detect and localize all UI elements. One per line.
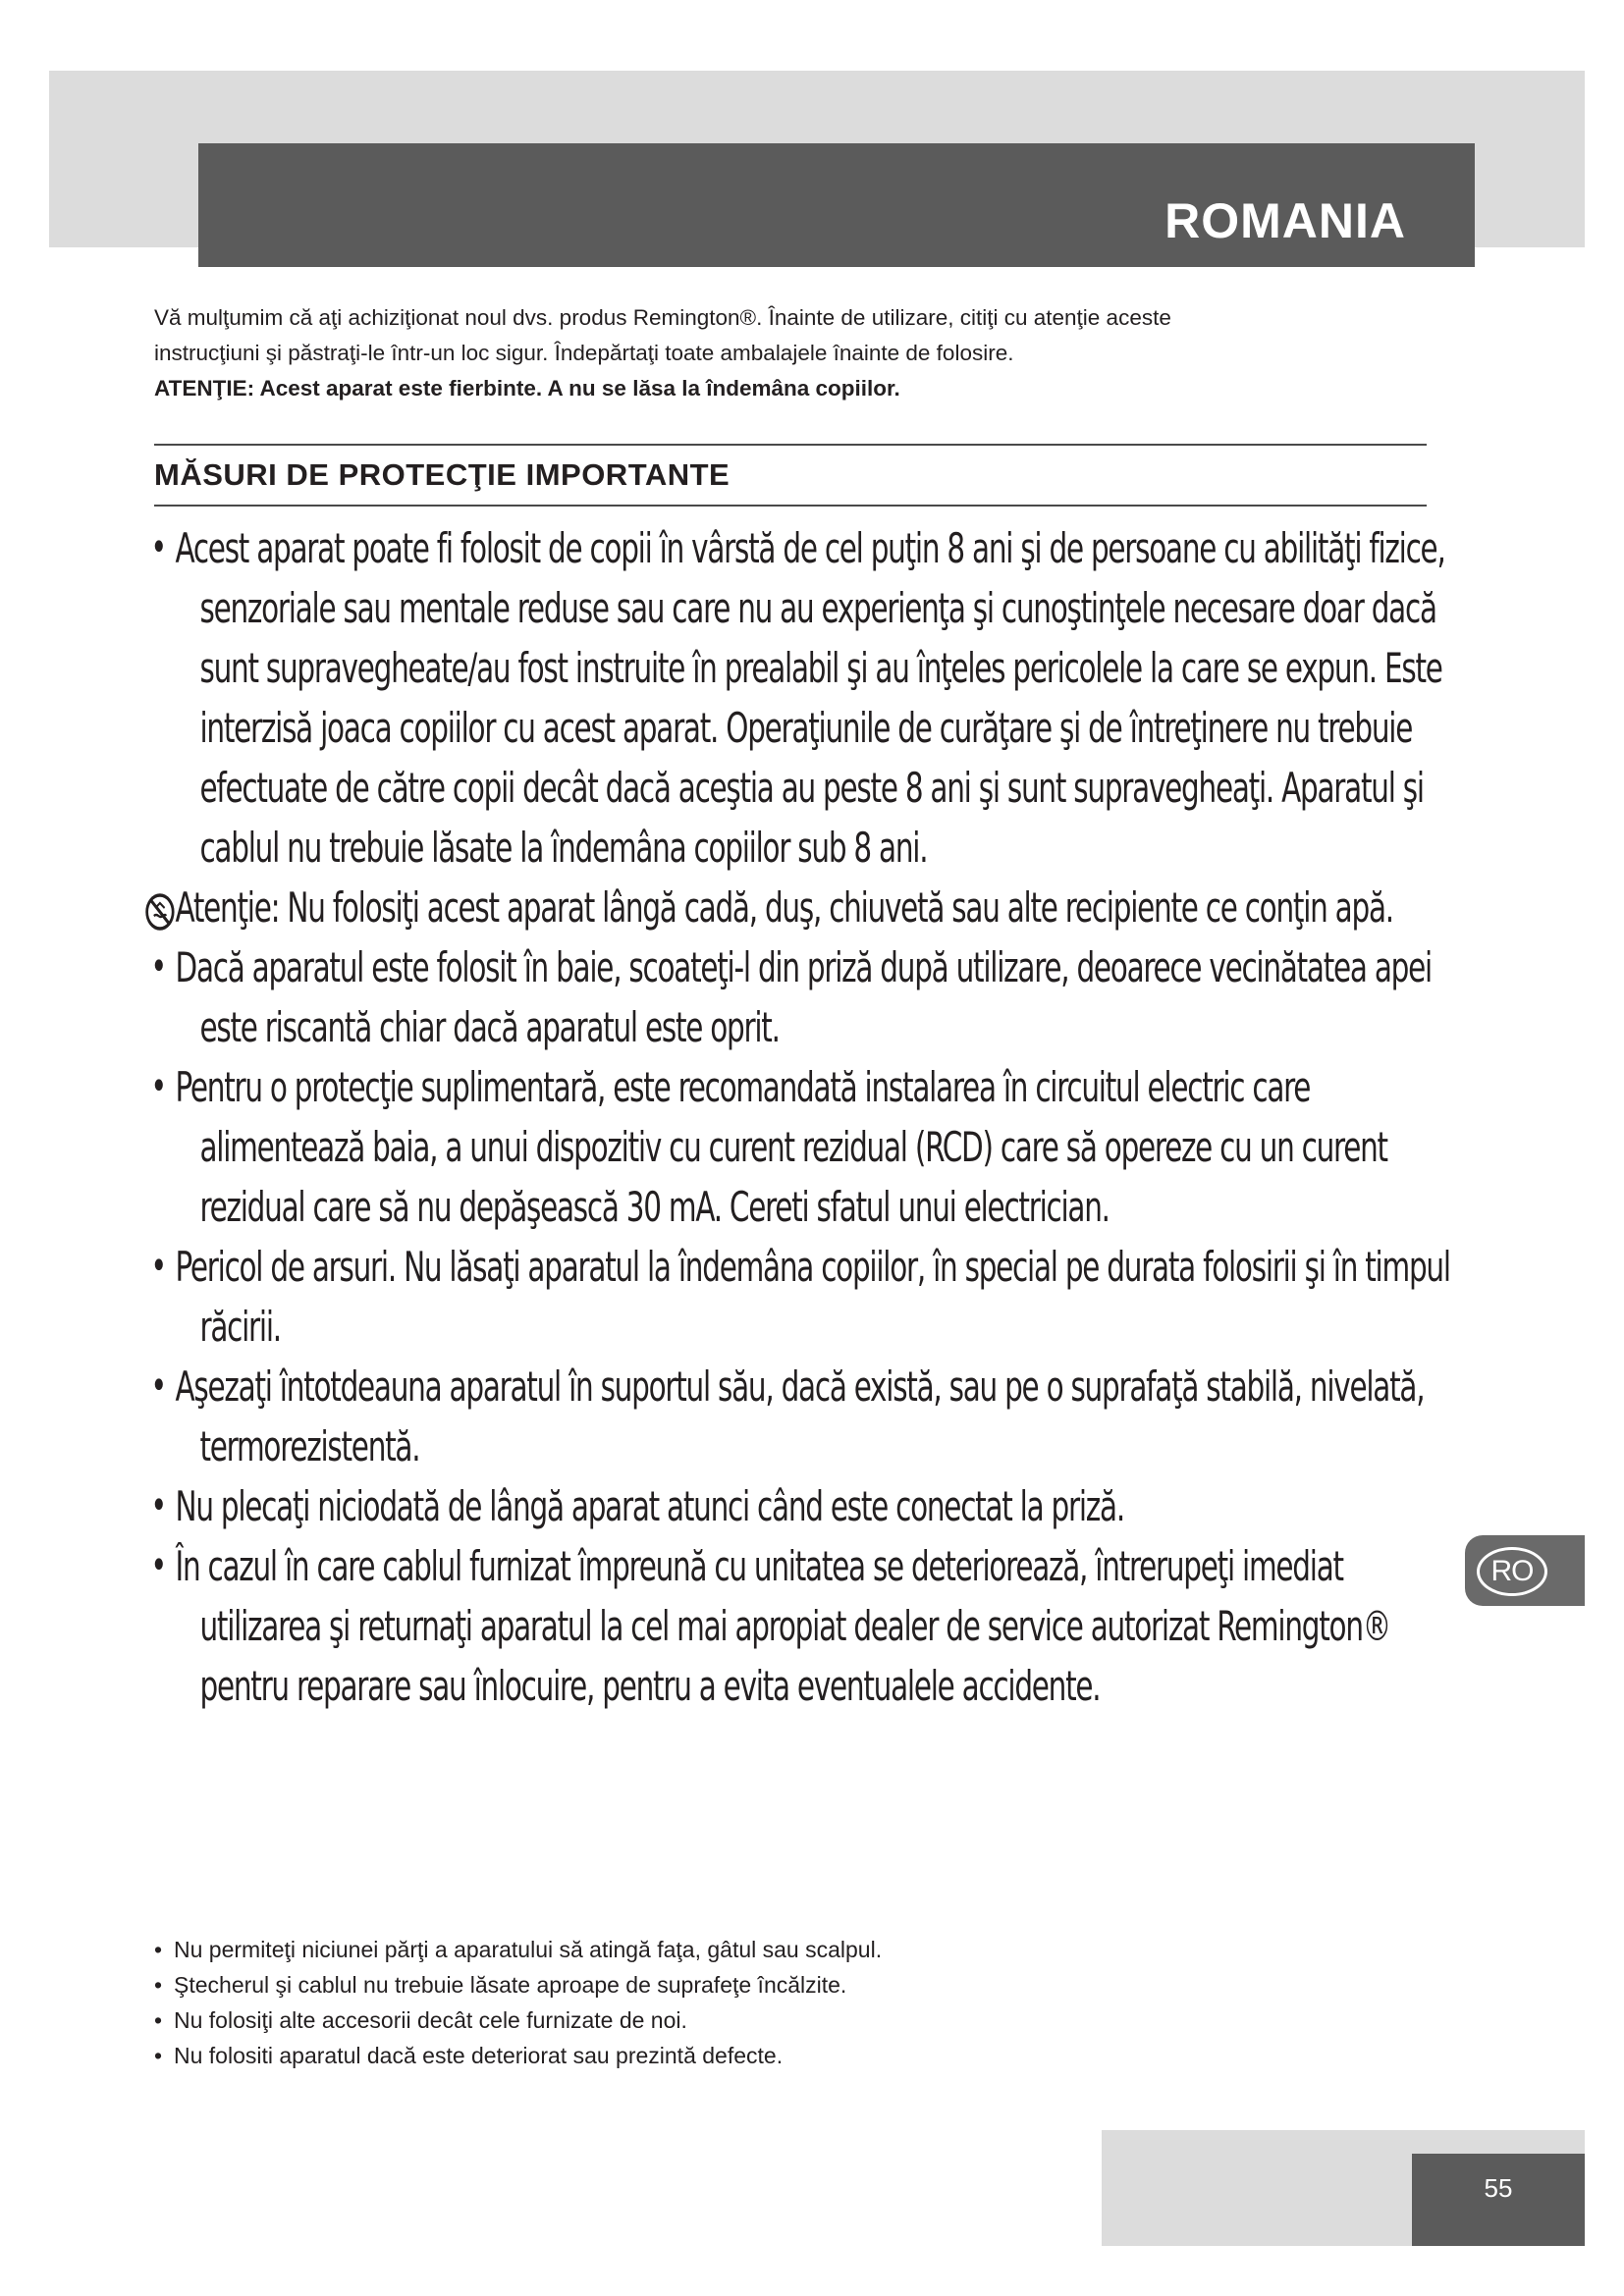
section-title: MĂSURI DE PROTECŢIE IMPORTANTE xyxy=(154,457,731,492)
bullet: • xyxy=(154,2043,163,2068)
bullet: • xyxy=(150,1363,166,1409)
safety-list xyxy=(149,518,1451,1716)
language-tab-label: RO xyxy=(1477,1547,1547,1596)
safety-item xyxy=(149,1536,1451,1716)
small-item xyxy=(154,2002,1381,2038)
safety-item xyxy=(149,1476,1451,1536)
safety-item xyxy=(149,937,1451,1057)
intro-text xyxy=(154,300,1431,406)
safety-item xyxy=(149,518,1451,878)
language-tab xyxy=(1465,1535,1585,1606)
safety-item-text: Acest aparat poate fi folosit de copii în vârstă de cel puţin 8 ani şi de persoane cu abilităţi fizice, senzoriale sau mentale reduse sau care nu au experienţa şi cunoştinţele necesare doar dacă sunt supravegheate/au fost instruite în prealabil şi au înţeles pericolele la care se expun. Este interzisă joaca copiilor cu acest aparat. Operaţiunile de curăţare şi de întreţinere nu trebuie efectuate de către copii decât dacă aceştia au peste 8 ani şi sunt supravegheaţi. Aparatul şi cablul nu trebuie lăsate la îndemâna copiilor sub 8 ani. xyxy=(175,524,1445,872)
section-rule-top xyxy=(154,444,1427,446)
bullet: • xyxy=(150,944,166,989)
safety-item xyxy=(149,1057,1451,1237)
safety-item-text: Pericol de arsuri. Nu lăsaţi aparatul la îndemâna copiilor, în special pe durata folosirii şi în timpul răcirii. xyxy=(175,1243,1450,1351)
bullet: • xyxy=(150,1244,166,1289)
small-item xyxy=(154,1932,1381,1967)
header-band xyxy=(49,71,1585,247)
bullet: • xyxy=(150,1064,166,1109)
page-title: ROMANIA xyxy=(1164,193,1406,248)
safety-item-text: Dacă aparatul este folosit în baie, scoateţi-l din priză după utilizare, deoarece vecinătatea apei este riscantă chiar dacă aparatul este oprit. xyxy=(175,943,1432,1051)
page-number: 55 xyxy=(1484,2173,1513,2203)
intro-line-1: Vă mulţumim că aţi achiziţionat noul dvs. produs Remington®. Înainte de utilizare, citiţi cu atenţie aceste xyxy=(154,305,1171,330)
safety-item-text: Pentru o protecţie suplimentară, este recomandată instalarea în circuitul electric care alimentează baia, a unui dispozitiv cu curent rezidual (RCD) care să opereze cu un curent rezidual care să nu depăşească 30 mA. Cereti sfatul unui electrician. xyxy=(175,1063,1387,1231)
header-title-bar xyxy=(198,143,1475,267)
small-item-text: Nu folositi aparatul dacă este deteriorat sau prezintă defecte. xyxy=(174,2043,784,2068)
intro-warning: ATENŢIE: Acest aparat este fierbinte. A nu se lăsa la îndemâna copiilor. xyxy=(154,376,900,400)
small-item xyxy=(154,1967,1381,2002)
bullet: • xyxy=(150,525,166,570)
small-item-text: Nu folosiţi alte accesorii decât cele furnizate de noi. xyxy=(174,2007,687,2033)
small-item-text: Ştecherul şi cablul nu trebuie lăsate aproape de suprafeţe încălzite. xyxy=(174,1972,847,1998)
bullet: • xyxy=(154,1972,163,1998)
safety-item xyxy=(149,1237,1451,1357)
safety-item-text: Aşezaţi întotdeauna aparatul în suportul său, dacă există, sau pe o suprafaţă stabilă, nivelată, termorezistentă. xyxy=(175,1362,1425,1470)
safety-item xyxy=(149,1357,1451,1476)
safety-item-text: Nu plecaţi niciodată de lângă aparat atunci când este conectat la priză. xyxy=(175,1482,1124,1530)
footer-band xyxy=(1102,2130,1585,2246)
intro-line-2: instrucţiuni şi păstraţi-le într-un loc sigur. Îndepărtaţi toate ambalajele înainte de folosire. xyxy=(154,341,1014,365)
bullet: • xyxy=(150,1543,166,1588)
small-safety-list xyxy=(154,1932,1381,2073)
safety-item-text: În cazul în care cablul furnizat împreună cu unitatea se deteriorează, întrerupeţi imediat utilizarea şi returnaţi aparatul la cel mai apropiat dealer de service autorizat Remington® pentru reparare sau înlocuire, pentru a evita eventualele accidente. xyxy=(175,1542,1390,1710)
bullet: • xyxy=(154,2007,163,2033)
small-item-text: Nu permiteţi niciunei părţi a aparatului să atingă faţa, gâtul sau scalpul. xyxy=(174,1937,883,1962)
safety-item-text: Atenţie: Nu folosiţi acest aparat lângă cadă, duş, chiuvetă sau alte recipiente ce conţin apă. xyxy=(175,883,1393,932)
section-rule-bottom xyxy=(154,505,1427,507)
safety-item-water-warning xyxy=(149,878,1451,937)
bullet: • xyxy=(154,1937,163,1962)
page-number-box xyxy=(1412,2154,1585,2246)
small-item xyxy=(154,2038,1381,2073)
bullet: • xyxy=(150,1483,166,1528)
